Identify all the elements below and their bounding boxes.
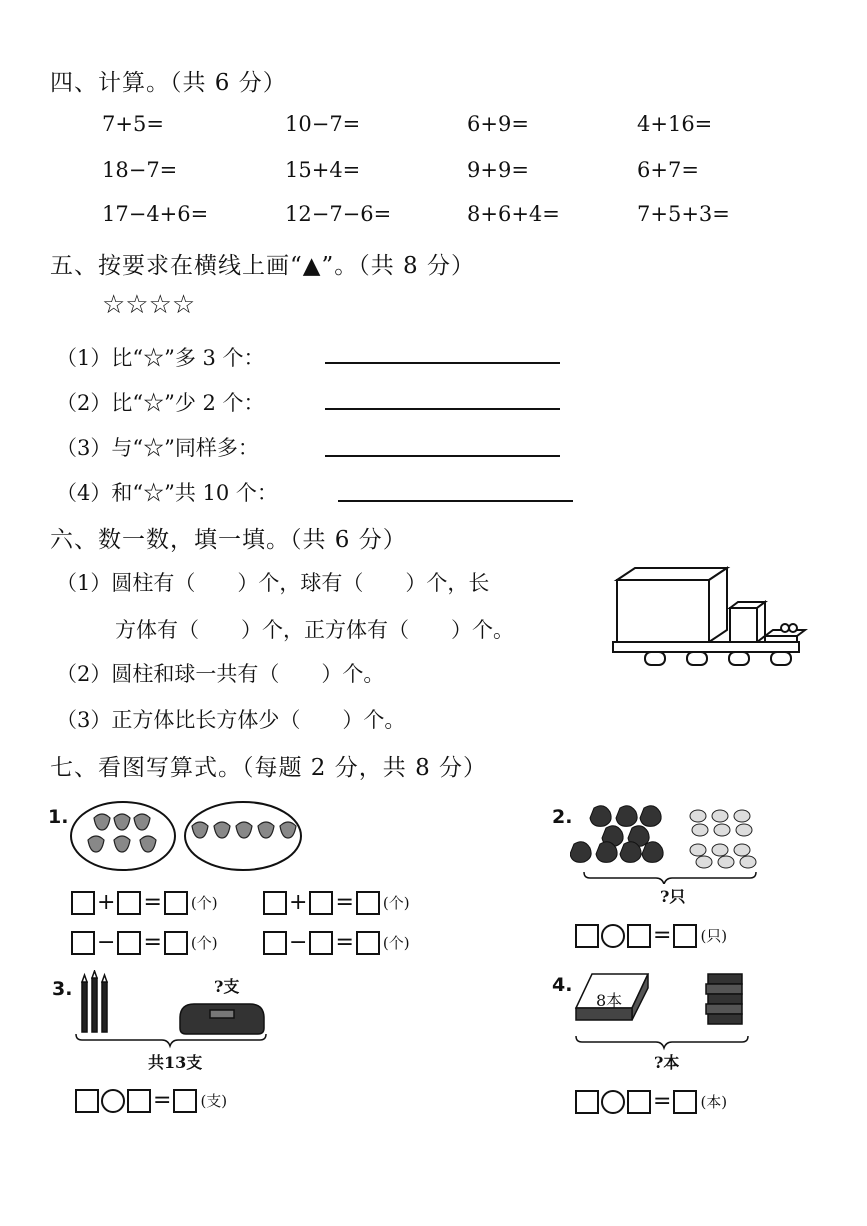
equals-sign: = [335,889,354,915]
calc-item: 7+5= [102,112,164,136]
equals-sign: = [143,929,162,955]
sec5-title: 五、按要求在横线上画“▲”。（共 8 分） [50,253,475,279]
stars-row: ☆☆☆☆ [102,290,196,320]
sec5-item-2: （2）比“☆”少 2 个： [56,391,265,415]
unit-label: (个) [190,893,218,912]
answer-box[interactable] [309,891,333,915]
answer-box[interactable] [71,891,95,915]
equals-sign: = [335,929,354,955]
unit-label: (支) [200,1091,228,1110]
answer-box[interactable] [173,1089,197,1113]
unit-label: (个) [382,933,410,952]
answer-box[interactable] [356,931,380,955]
book-label: 8本 [596,991,623,1010]
p3-total-label: 共13支 [148,1053,203,1072]
p4-equation [574,1089,727,1114]
truck-illustration [605,562,815,672]
sec5-item-4: （4）和“☆”共 10 个： [56,481,278,505]
roosters-chicks-illustration [570,800,770,884]
p1-equation-1 [70,890,218,915]
equals-sign: = [143,889,162,915]
calc-item: 4+16= [637,112,713,136]
answer-line-3[interactable] [325,455,560,457]
unit-label: (只) [700,926,728,945]
operator-circle[interactable] [601,1090,625,1114]
p1-equation-3 [70,930,218,955]
problem-2-number: 2. [552,806,573,828]
sec4-title: 四、计算。（共 6 分） [50,70,287,96]
answer-box[interactable] [575,924,599,948]
calc-item: 18−7= [102,158,178,182]
calc-item: 17−4+6= [102,202,209,226]
p3-equation [74,1088,227,1113]
unit-label: (个) [382,893,410,912]
minus-sign: − [97,929,116,955]
sec6-q3: （3）正方体比长方体少（ ）个。 [56,708,406,732]
operator-circle[interactable] [601,924,625,948]
calc-item: 6+9= [467,112,529,136]
peaches-illustration [68,798,308,874]
answer-box[interactable] [117,891,141,915]
calc-item: 7+5+3= [637,202,730,226]
answer-box[interactable] [263,891,287,915]
calc-item: 10−7= [285,112,361,136]
p4-question-label: ?本 [654,1053,680,1072]
answer-box[interactable] [356,891,380,915]
p2-question-label: ?只 [660,887,686,906]
sec5-item-3: （3）与“☆”同样多： [56,436,259,460]
sec5-item-1: （1）比“☆”多 3 个： [56,346,265,370]
calc-item: 8+6+4= [467,202,560,226]
sec6-title: 六、数一数，填一填。（共 6 分） [50,527,407,553]
p3-question-label: ?支 [214,977,240,996]
answer-box[interactable] [117,931,141,955]
sec6-q1-line1: （1）圆柱有（ ）个，球有（ ）个，长 [56,571,490,595]
plus-sign: + [97,889,116,915]
pencils-case-illustration [70,970,280,1050]
equals-sign: = [653,922,672,948]
answer-line-2[interactable] [325,408,560,410]
answer-line-1[interactable] [325,362,560,364]
unit-label: (本) [700,1092,728,1111]
answer-box[interactable] [309,931,333,955]
answer-box[interactable] [127,1089,151,1113]
answer-box[interactable] [71,931,95,955]
unit-label: (个) [190,933,218,952]
sec6-q2: （2）圆柱和球一共有（ ）个。 [56,662,385,686]
calc-item: 9+9= [467,158,529,182]
answer-line-4[interactable] [338,500,573,502]
answer-box[interactable] [164,931,188,955]
answer-box[interactable] [263,931,287,955]
answer-box[interactable] [575,1090,599,1114]
answer-box[interactable] [164,891,188,915]
minus-sign: − [289,929,308,955]
answer-box[interactable] [75,1089,99,1113]
sec6-q1-line2: 方体有（ ）个，正方体有（ ）个。 [115,618,514,642]
problem-3-number: 3. [52,978,73,1000]
operator-circle[interactable] [101,1089,125,1113]
p2-equation [574,923,727,948]
equals-sign: = [153,1087,172,1113]
p1-equation-2 [262,890,410,915]
problem-4-number: 4. [552,974,573,996]
answer-box[interactable] [627,924,651,948]
sec7-title: 七、看图写算式。（每题 2 分，共 8 分） [50,755,488,781]
calc-item: 6+7= [637,158,699,182]
answer-box[interactable] [627,1090,651,1114]
equals-sign: = [653,1088,672,1114]
plus-sign: + [289,889,308,915]
calc-item: 15+4= [285,158,361,182]
p1-equation-4 [262,930,410,955]
calc-item: 12−7−6= [285,202,392,226]
answer-box[interactable] [673,924,697,948]
answer-box[interactable] [673,1090,697,1114]
problem-1-number: 1. [48,806,69,828]
